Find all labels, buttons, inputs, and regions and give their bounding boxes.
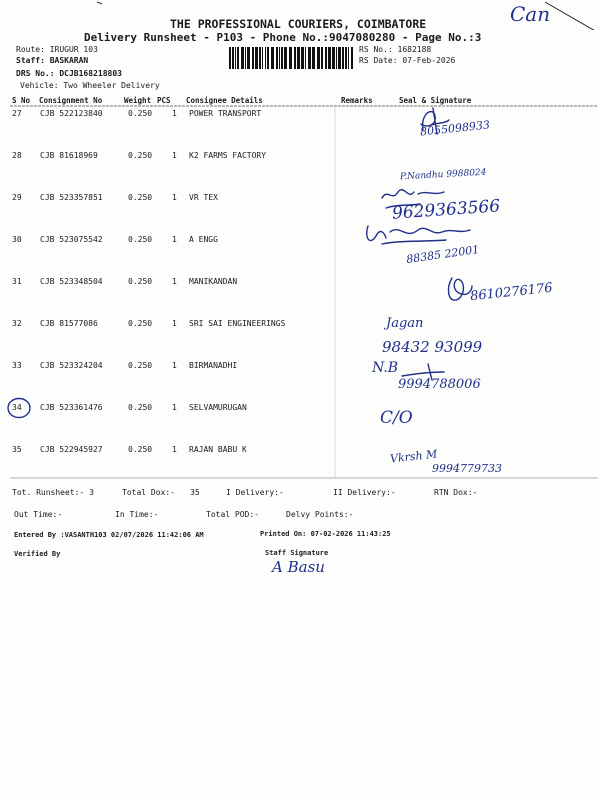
row-pcs: 1 — [172, 361, 177, 370]
row-weight: 0.250 — [128, 445, 153, 454]
row-consignee: K2 FARMS FACTORY — [189, 151, 267, 160]
handwritten-co: C/O — [380, 408, 413, 428]
staff-signature: A Basu — [272, 558, 325, 576]
document-subtitle: Delivery Runsheet - P103 - Phone No.:9047080280 - Page No.:3 — [84, 31, 482, 44]
row-pcs: 1 — [172, 403, 177, 412]
row-consignment: CJB 523324204 — [40, 361, 103, 370]
row-weight: 0.250 — [128, 151, 153, 160]
row-weight: 0.250 — [128, 319, 153, 328]
row-sno: 33 — [12, 361, 22, 370]
handwritten-phone: 9994779733 — [432, 462, 502, 475]
row-consignment: CJB 523348504 — [40, 277, 103, 286]
row-consignment: CJB 81577086 — [40, 319, 98, 328]
rs-number: RS No.: 1682188 — [359, 45, 432, 54]
row-weight: 0.250 — [128, 361, 153, 370]
row-sno: 29 — [12, 193, 22, 202]
row-consignee: SELVAMURUGAN — [189, 403, 247, 412]
table-row — [12, 403, 597, 445]
table-row — [12, 445, 597, 487]
col-signature: Seal & Signature — [399, 96, 472, 105]
row-consignee: SRI SAI ENGINEERINGS — [189, 319, 286, 328]
total-pod-label: Total POD:- — [206, 510, 259, 519]
row-consignment: CJB 523357851 — [40, 193, 103, 202]
row-weight: 0.250 — [128, 109, 153, 118]
verified-by: Verified By — [14, 550, 61, 558]
col-remarks: Remarks — [341, 96, 373, 105]
row-consignee: BIRMANADHI — [189, 361, 238, 370]
table-row — [12, 151, 597, 193]
handwritten-name: N.B — [372, 360, 399, 376]
total-runsheet: Tot. Runsheet:- 3 — [12, 488, 94, 497]
total-dox-label: Total Dox:- — [122, 488, 175, 497]
handwritten-phone: 9994788006 — [398, 377, 481, 392]
row-sno: 34 — [12, 403, 22, 412]
delvy-points-label: Delvy Points:- — [286, 510, 354, 519]
col-pcs: PCS — [157, 96, 171, 105]
out-time-label: Out Time:- — [14, 510, 63, 519]
corner-handwritten-note: Can — [510, 2, 551, 26]
row-consignment: CJB 523075542 — [40, 235, 103, 244]
circle-mark — [6, 396, 32, 420]
table-row — [12, 193, 597, 235]
in-time-label: In Time:- — [115, 510, 159, 519]
row-consignment: CJB 81618969 — [40, 151, 98, 160]
handwritten-name: Jagan — [386, 316, 424, 331]
row-consignee: VR TEX — [189, 193, 218, 202]
row-pcs: 1 — [172, 445, 177, 454]
rtn-dox-label: RTN Dox:- — [434, 488, 478, 497]
table-row — [12, 319, 597, 361]
handwritten-phone: 88385 22001 — [405, 242, 481, 267]
row-consignee: POWER TRANSPORT — [189, 109, 262, 118]
row-consignment: CJB 522123840 — [40, 109, 103, 118]
row-pcs: 1 — [172, 235, 177, 244]
row-consignee: RAJAN BABU K — [189, 445, 247, 454]
table-row — [12, 109, 597, 151]
row-consignment: CJB 523361476 — [40, 403, 103, 412]
row-sno: 30 — [12, 235, 22, 244]
document-title: THE PROFESSIONAL COURIERS, COIMBATORE — [170, 17, 427, 31]
rs-date: RS Date: 07-Feb-2026 — [359, 56, 456, 65]
row-pcs: 1 — [172, 109, 177, 118]
vehicle-label: Vehicle: Two Wheeler Delivery — [20, 81, 160, 90]
row-sno: 32 — [12, 319, 22, 328]
row-sno: 35 — [12, 445, 22, 454]
handwritten-phone: 9629363566 — [391, 196, 501, 224]
drs-number: DRS No.: DCJB168218803 — [16, 69, 122, 78]
col-sno: S No — [12, 96, 31, 105]
row-weight: 0.250 — [128, 403, 153, 412]
handwritten-phone: 8055098933 — [419, 118, 491, 139]
row-weight: 0.250 — [128, 277, 153, 286]
route-label: Route: IRUGUR 103 — [16, 45, 98, 54]
handwritten-phone: 8610276176 — [469, 280, 554, 305]
printed-on: Printed On: 07-02-2026 11:43:25 — [260, 530, 391, 538]
row-sno: 31 — [12, 277, 22, 286]
total-dox-value: 35 — [190, 488, 200, 497]
row-sno: 28 — [12, 151, 22, 160]
row-consignment: CJB 522945927 — [40, 445, 103, 454]
row-pcs: 1 — [172, 151, 177, 160]
col-consignment: Consignment No — [39, 96, 103, 105]
staff-signature-label: Staff Signature — [265, 549, 329, 557]
row-pcs: 1 — [172, 193, 177, 202]
table-row — [12, 361, 597, 403]
col-weight: Weight — [124, 96, 152, 105]
row-pcs: 1 — [172, 277, 177, 286]
table-row — [12, 235, 597, 277]
col-consignee: Consignee Details — [186, 96, 263, 105]
staff-label: Staff: BASKARAN — [16, 56, 89, 65]
row-weight: 0.250 — [128, 235, 153, 244]
entered-by: Entered By :VASANTH103 02/07/2026 11:42:06 AM — [14, 531, 204, 539]
row-pcs: 1 — [172, 319, 177, 328]
i-delivery-label: I Delivery:- — [226, 488, 284, 497]
row-consignee: MANIKANDAN — [189, 277, 238, 286]
row-weight: 0.250 — [128, 193, 153, 202]
row-sno: 27 — [12, 109, 22, 118]
ii-delivery-label: II Delivery:- — [333, 488, 396, 497]
handwritten-phone: 98432 93099 — [382, 338, 483, 356]
handwritten-phone: P.Nandhu 9988024 — [399, 167, 487, 183]
handwritten-name: Vkrsh M — [389, 447, 438, 466]
row-consignee: A ENGG — [189, 235, 218, 244]
